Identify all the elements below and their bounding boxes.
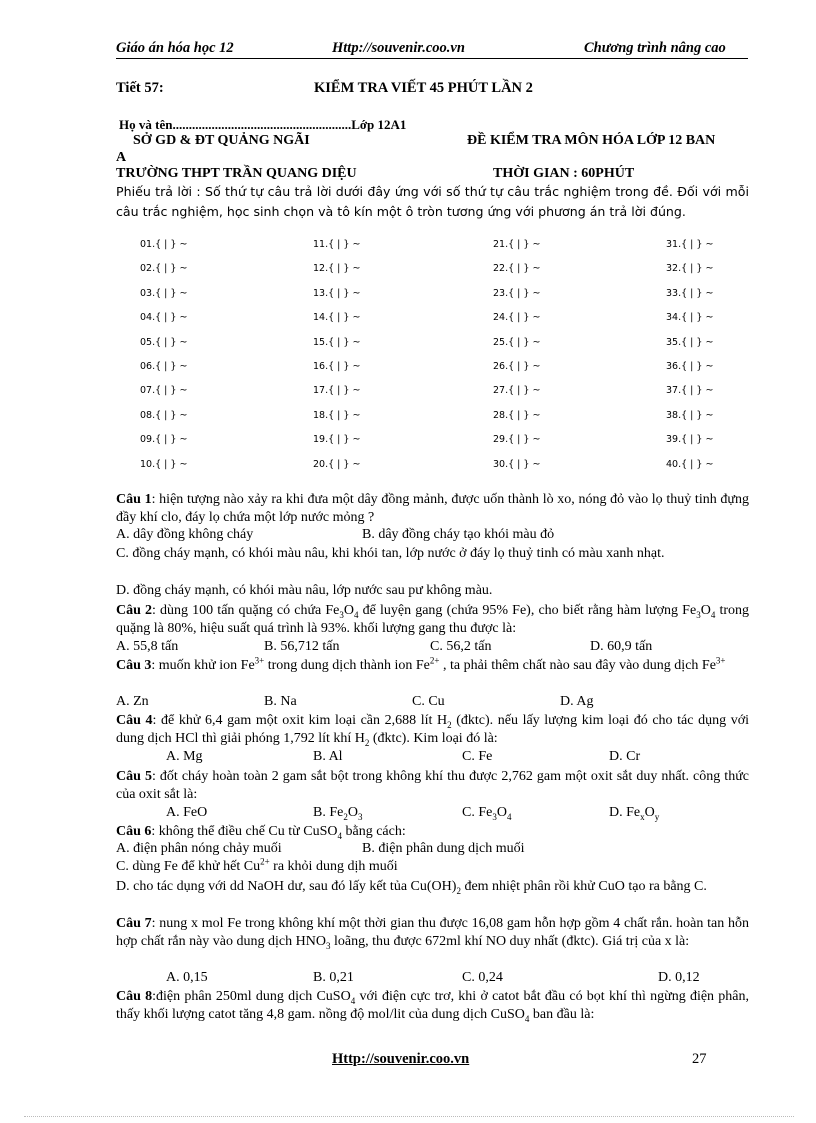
question-2: Câu 2: dùng 100 tấn quặng có chứa $Fe_3O_4$ để luyện gang (chứa 95% Fe), cho biết rằng hàm lượng $Fe_3O_4$ trong quặng là 80%, hiệu suất quá trình là 93%. khối lượng gang thu được là: — [116, 603, 749, 636]
answer-bubble-row[interactable]: 11.{ | } ~ — [313, 239, 361, 250]
dept-left: SỞ GD & ĐT QUẢNG NGÃI — [133, 133, 310, 148]
answer-bubble-row[interactable]: 34.{ | } ~ — [666, 312, 714, 324]
option-b[interactable]: B. 56,712 tấn — [264, 639, 340, 654]
option-b[interactable]: B. $Fe_2O_3$ — [313, 805, 363, 822]
option-a[interactable]: A. điện phân nóng chảy muối — [116, 841, 282, 856]
answer-bubble-row[interactable]: 02.{ | } ~ — [140, 263, 188, 275]
answer-bubble-row[interactable]: 18.{ | } ~ — [313, 409, 361, 421]
option-d[interactable]: D. Cr — [609, 749, 641, 764]
option-a[interactable]: A. FeO — [166, 805, 208, 820]
answer-bubble-row[interactable]: 31.{ | } ~ — [666, 239, 714, 250]
answer-bubble-row[interactable]: 39.{ | } ~ — [666, 434, 714, 446]
question-label: Câu 7 — [116, 916, 152, 931]
answer-bubble-row[interactable]: 04.{ | } ~ — [140, 312, 188, 324]
answer-bubble-row[interactable]: 01.{ | } ~ — [140, 239, 188, 250]
question-5 — [116, 768, 749, 804]
answer-bubble-row[interactable]: 08.{ | } ~ — [140, 409, 188, 421]
footer-link[interactable]: Http://souvenir.coo.vn — [332, 1051, 470, 1067]
question-3: Câu 3: muốn khử ion $Fe^{3+}$ trong dung dịch thành ion $Fe^{2+}$ , ta phải thêm chất nào sau đây vào dung dịch $Fe^{3+}$ — [116, 655, 726, 673]
answer-bubble-row[interactable]: 33.{ | } ~ — [666, 287, 714, 299]
option-b[interactable]: B. điện phân dung dịch muối — [362, 841, 525, 856]
page-number: 27 — [692, 1051, 707, 1067]
option-c[interactable]: C. Fe — [462, 749, 493, 764]
question-6: Câu 6: không thể điều chế Cu từ CuSO$_4$ bằng cách: — [116, 824, 406, 841]
question-label: Câu 6 — [116, 824, 152, 839]
answer-bubble-row[interactable]: 26.{ | } ~ — [493, 361, 541, 372]
option-a[interactable]: A. dây đồng không cháy — [116, 527, 254, 542]
header-left: Giáo án hóa học 12 — [116, 40, 234, 56]
question-text: : hiện tượng nào xảy ra khi đưa một dây đồng mảnh, được uốn thành lò xo, nóng đỏ vào lọ thuỷ tinh đựng đầy khí clo, đáy lọ chứa một lớp nước mỏng ? — [116, 492, 749, 525]
answer-bubble-row[interactable]: 09.{ | } ~ — [140, 434, 188, 446]
question-label: Câu 1 — [116, 492, 152, 507]
page-title: KIỂM TRA VIẾT 45 PHÚT LẦN 2 — [314, 80, 533, 96]
answer-bubble-row[interactable]: 10.{ | } ~ — [140, 458, 188, 470]
answer-bubble-row[interactable]: 23.{ | } ~ — [493, 287, 541, 299]
answer-bubble-row[interactable]: 17.{ | } ~ — [313, 385, 361, 397]
exam-time: THỜI GIAN : 60PHÚT — [493, 166, 635, 181]
answer-bubble-row[interactable]: 06.{ | } ~ — [140, 361, 188, 372]
header-link[interactable]: Http://souvenir.coo.vn — [332, 40, 465, 56]
answer-bubble-row[interactable]: 05.{ | } ~ — [140, 336, 188, 348]
option-c[interactable]: C. Cu — [412, 694, 445, 709]
lesson-number: Tiết 57: — [116, 80, 164, 96]
option-c[interactable]: C. $Fe_3O_4$ — [462, 805, 512, 822]
answer-bubble-row[interactable]: 28.{ | } ~ — [493, 409, 541, 421]
instructions: Phiếu trả lời : Số thứ tự câu trả lời dưới đây ứng với số thứ tự câu trắc nghiệm trong đề. Đối với mỗi câu trắc nghiệm, học sinh chọn và tô kín một ô tròn tương ứng với phương án trả lời đúng. — [116, 184, 749, 219]
answer-bubble-row[interactable]: 22.{ | } ~ — [493, 263, 541, 275]
option-d[interactable]: D. cho tác dụng với dd NaOH dư, sau đó lấy kết tủa $Cu(OH)_2$ đem nhiệt phân rồi khử CuO tạo ra bằng C. — [116, 879, 707, 896]
option-c[interactable]: C. 0,24 — [462, 970, 503, 985]
dept-wrap: A — [116, 150, 127, 165]
question-label: Câu 5 — [116, 769, 152, 784]
option-d[interactable]: D. $Fe_xO_y$ — [609, 805, 660, 822]
option-c[interactable]: C. 56,2 tấn — [430, 639, 492, 654]
option-c[interactable]: C. dùng Fe để khử hết $Cu^{2+}$ ra khỏi dung dịh muối — [116, 856, 398, 874]
answer-bubble-row[interactable]: 32.{ | } ~ — [666, 263, 714, 275]
answer-bubble-row[interactable]: 12.{ | } ~ — [313, 263, 361, 275]
student-line: Họ và tên.......................................................Lớp 12A1 — [119, 117, 407, 132]
page-edge — [24, 1116, 794, 1117]
option-d[interactable]: D. Ag — [560, 694, 594, 709]
option-b[interactable]: B. Al — [313, 749, 343, 764]
option-a[interactable]: A. Mg — [166, 749, 203, 764]
question-text: : đốt cháy hoàn toàn 2 gam sắt bột trong không khí thu được 2,762 gam một oxit sắt duy nhất. công thức của oxit sắt là: — [116, 769, 749, 802]
option-b[interactable]: B. dây đồng cháy tạo khói màu đỏ — [362, 527, 555, 542]
answer-bubble-row[interactable]: 03.{ | } ~ — [140, 287, 188, 299]
answer-bubble-row[interactable]: 19.{ | } ~ — [313, 434, 361, 446]
header-right: Chương trình nâng cao — [584, 40, 726, 56]
answer-bubble-row[interactable]: 21.{ | } ~ — [493, 239, 541, 250]
dept-right: ĐỀ KIỂM TRA MÔN HÓA LỚP 12 BAN — [467, 133, 716, 148]
option-d[interactable]: D. 0,12 — [658, 970, 700, 985]
answer-bubble-row[interactable]: 07.{ | } ~ — [140, 385, 188, 397]
answer-bubble-row[interactable]: 36.{ | } ~ — [666, 361, 714, 372]
answer-bubble-row[interactable]: 16.{ | } ~ — [313, 361, 361, 372]
question-1 — [116, 491, 749, 527]
answer-bubble-row[interactable]: 25.{ | } ~ — [493, 336, 541, 348]
answer-bubble-row[interactable]: 20.{ | } ~ — [313, 458, 361, 470]
answer-bubble-row[interactable]: 37.{ | } ~ — [666, 385, 714, 397]
option-d[interactable]: D. 60,9 tấn — [590, 639, 653, 654]
school-name: TRƯỜNG THPT TRẦN QUANG DIỆU — [116, 166, 357, 181]
option-b[interactable]: B. 0,21 — [313, 970, 354, 985]
question-7: Câu 7: nung x mol Fe trong không khí một thời gian thu được 16,08 gam hỗn hợp gồm 4 chất rắn. hoàn tan hỗn hợp chất rắn này vào dung dịch $HNO_3$ loãng, thu được 672ml khí NO duy nhất (đktc). Giá trị của x là: — [116, 916, 749, 951]
header-rule — [116, 58, 748, 59]
question-label: Câu 4 — [116, 713, 153, 728]
answer-bubble-row[interactable]: 15.{ | } ~ — [313, 336, 361, 348]
answer-bubble-row[interactable]: 38.{ | } ~ — [666, 409, 714, 421]
option-b[interactable]: B. Na — [264, 694, 297, 709]
question-label: Câu 3 — [116, 658, 152, 673]
option-c[interactable]: C. đồng cháy mạnh, có khói màu nâu, khi khói tan, lớp nước ở đáy lọ thuỷ tinh có màu xanh nhạt. — [116, 546, 665, 561]
question-label: Câu 2 — [116, 603, 153, 618]
option-a[interactable]: A. 55,8 tấn — [116, 639, 179, 654]
answer-bubble-row[interactable]: 35.{ | } ~ — [666, 336, 714, 348]
answer-bubble-row[interactable]: 24.{ | } ~ — [493, 312, 541, 324]
answer-bubble-row[interactable]: 30.{ | } ~ — [493, 458, 541, 470]
option-d[interactable]: D. đồng cháy mạnh, có khói màu nâu, lớp nước sau pư không màu. — [116, 583, 493, 598]
answer-bubble-row[interactable]: 40.{ | } ~ — [666, 458, 714, 470]
answer-bubble-row[interactable]: 27.{ | } ~ — [493, 385, 541, 397]
question-4: Câu 4: để khử 6,4 gam một oxit kim loại cần 2,688 lít $H_2$ (đktc). nếu lấy lượng kim loại đó cho tác dụng với dung dịch HCl thì giải phóng 1,792 lít khí $H_2$ (đktc). Kim loại đó là: — [116, 713, 749, 748]
answer-bubble-row[interactable]: 14.{ | } ~ — [313, 312, 361, 324]
answer-bubble-row[interactable]: 29.{ | } ~ — [493, 434, 541, 446]
question-label: Câu 8 — [116, 989, 153, 1004]
question-8: Câu 8:điện phân 250ml dung dịch CuSO$_4$ với điện cực trơ, khi ở catot bắt đầu có bọt khí thì ngừng điện phân, thấy khối lượng catot tăng 4,8 gam. nồng độ mol/lit của dung dịch CuSO$_4$ ban đầu là: — [116, 989, 750, 1024]
option-a[interactable]: A. 0,15 — [166, 970, 208, 985]
answer-bubble-row[interactable]: 13.{ | } ~ — [313, 287, 361, 299]
option-a[interactable]: A. Zn — [116, 694, 149, 709]
